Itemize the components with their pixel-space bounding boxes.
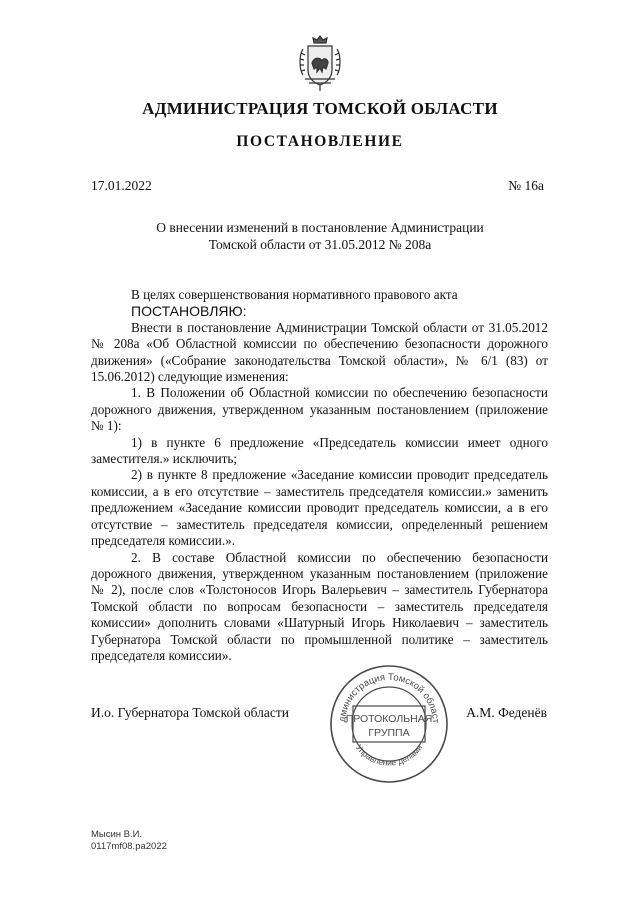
subject-line-2: Томской области от 31.05.2012 № 208а <box>208 237 432 252</box>
file-code: 0117mf08.pa2022 <box>91 841 167 852</box>
document-date: 17.01.2022 <box>91 178 152 193</box>
executor-footer <box>91 829 167 853</box>
coat-of-arms-icon <box>297 33 343 93</box>
document-number: № 16а <box>508 178 544 193</box>
resolve-heading: ПОСТАНОВЛЯЮ: <box>131 303 247 320</box>
document-subject <box>0 219 640 253</box>
paragraph-subitem-1: 1) в пункте 6 предложение «Председатель комиссии имеет одного заместителя.» исключить; <box>91 434 548 467</box>
paragraph-main: Внести в постановление Администрации Томской области от 31.05.2012 № 208а «Об Областной комиссии по обеспечению безопасности дорожного движения» («Собрание законодательства Томской области», № 6/1 (83) от 15.06.2012) следующие изменения: <box>91 319 548 385</box>
subject-line-1: О внесении изменений в постановление Администрации <box>156 220 484 235</box>
paragraph-item-2: 2. В составе Областной комиссии по обеспечению безопасности дорожного движения, утвержденном указанным постановлением (приложение № 2), после слов «Толстоносов Игорь Валерьевич – заместитель Губернатора Томской области по вопросам безопасности – заместитель председателя комиссии» дополнить словами «Шатурный Игорь Николаевич – заместитель Губернатора Томской области по промышленной политике – заместитель председателя комиссии». <box>91 549 548 663</box>
signatory-name: А.М. Феденёв <box>466 705 547 720</box>
paragraph-subitem-2: 2) в пункте 8 предложение «Заседание комиссии проводит председатель комиссии, а в его отсутствие – заместитель председателя комиссии.» заменить предложением «Заседание комиссии проводит председатель комиссии, а в его отсутствие – заместитель председателя комиссии, определенный решением председателя комиссии.». <box>91 467 548 549</box>
stamp-bottom-text: Управление делами <box>353 742 425 768</box>
stamp-center-line-2: ГРУППА <box>368 727 410 739</box>
executor-name: Мысин В.И. <box>91 829 143 840</box>
document-body <box>91 287 548 664</box>
intro-paragraph: В целях совершенствования нормативного правового акта <box>131 287 458 302</box>
organization-title: АДМИНИСТРАЦИЯ ТОМСКОЙ ОБЛАСТИ <box>142 99 498 118</box>
protocol-group-stamp <box>325 660 453 788</box>
document-type-title: ПОСТАНОВЛЕНИЕ <box>236 133 404 150</box>
paragraph-item-1: 1. В Положении об Областной комиссии по обеспечению безопасности дорожного движения, утвержденном указанным постановлением (приложение № 1): <box>91 385 548 434</box>
signatory-position: И.о. Губернатора Томской области <box>91 705 289 720</box>
stamp-outer-text: дминистрация Томской област <box>336 671 442 724</box>
stamp-center-line-1: ПРОТОКОЛЬНАЯ <box>345 713 433 725</box>
